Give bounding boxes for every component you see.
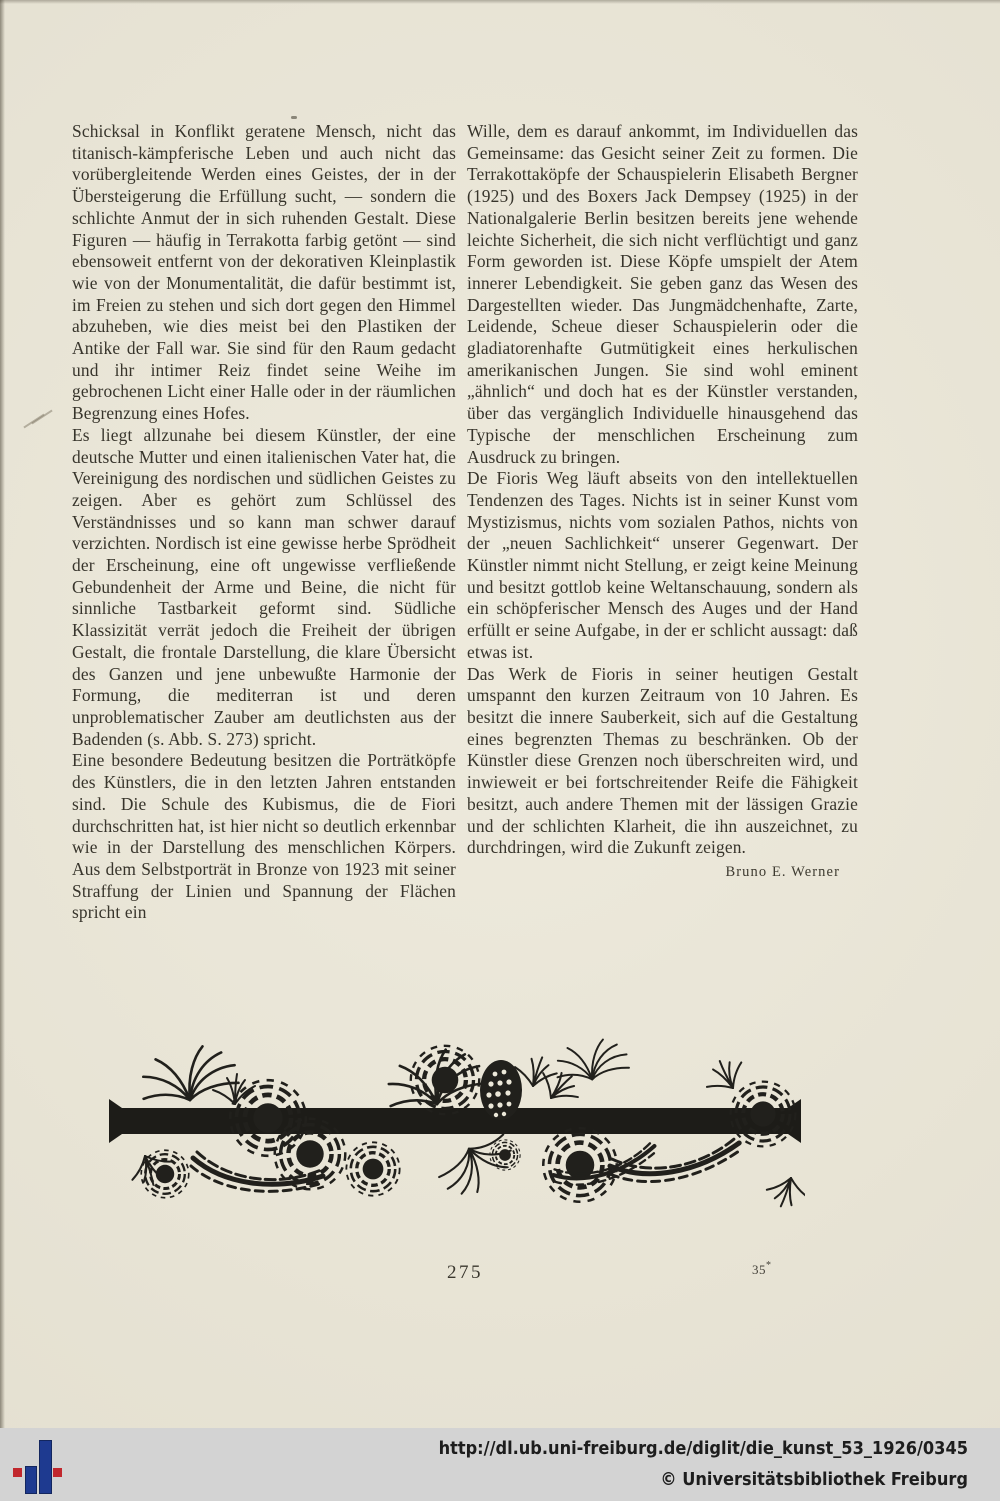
pencil-mark [20,404,54,434]
page-edge-shadow-left [0,0,5,1430]
universitaetsbibliothek-freiburg-logo [12,1440,64,1494]
page-number: 275 [447,1262,483,1283]
logo-blue-bar-tall [39,1440,52,1494]
text-block [72,121,858,924]
logo-red-square-left [13,1468,22,1477]
paragraph: Wille, dem es darauf ankommt, im Individuellen das Gemeinsame: das Gesicht seiner Zeit zu formen. Die Terrakottaköpfe der Schauspielerin Elisabeth Bergner (1925) und des Boxers Jack Dempsey (1925) in der Nationalgalerie Berlin besitzen bereits jene wehende leichte Sicherheit, die sich nicht verflüchtigt und ganz Form geworden ist. Diese Köpfe umspielt der Atem innerer Lebendigkeit. Sie geben ganz das Wesen des Dargestellten wieder. Das Jungmädchenhafte, Zarte, Leidende, Scheue dieser Schauspielerin oder die gladiatorenhafte Gutmütigkeit eines herkulischen amerikanischen Jungen. Sie sind wohl eminent „ähnlich“ und doch hat es der Künstler verstanden, über das vergänglich Individuelle hinausgehend das Typische der menschlichen Erscheinung zum Ausdruck zu bringen. [467,121,858,467]
floral-garland-ornament [105,1038,805,1213]
left-column [72,121,456,924]
right-column [467,121,858,924]
page-edge-shadow-top [0,0,1000,4]
paragraph: Das Werk de Fioris in seiner heutigen Gestalt umspannt den kurzen Zeitraum von 10 Jahren. Es besitzt die innere Sauberkeit, sich auf die Gestaltung eines begrenzten Themas zu beschränken. Ob der Künstler diese Grenzen noch überschreiten wird, und inwieweit er bei fortschreitender Reife die Fähigkeit besitzt, auch andere Themen mit der lässigen Grazie und der schlichten Klarheit, die ihn auszeichnet, zu durchdringen, wird die Zukunft zeigen. [467,663,858,858]
logo-blue-bar-short [25,1466,37,1494]
scan-speck [291,116,297,119]
paragraph: Eine besondere Bedeutung besitzen die Porträtköpfe des Künstlers, die in den letzten Jahren entstanden sind. Die Schule des Kubismus, die de Fiori durchschritten hat, ist hier nicht so deutlich erkennbar wie in der Darstellung des menschlichen Körpers. Aus dem Selbstporträt in Bronze von 1923 mit seiner Straffung der Linien und Spannung der Flächen spricht ein [72,750,456,923]
copyright-notice: © Universitätsbibliothek Freiburg [660,1469,968,1490]
paragraph: De Fioris Weg läuft abseits von den intellektuellen Tendenzen des Tages. Nichts ist in seiner Kunst vom Mystizismus, nichts vom sozialen Pathos, nichts von der „neuen Sachlichkeit“ unserer Gegenwart. Der Künstler nimmt nicht Stellung, er zeigt keine Meinung und besitzt gottlob keine Weltanschauung, sondern als ein schöpferischer Mensch des Auges und der Hand erfüllt er seine Aufgabe, in der er schlicht aussagt: daß etwas ist. [467,468,858,662]
sheet-signature-mark: 35* [752,1260,772,1277]
paragraph: Schicksal in Konflikt geratene Mensch, nicht das titanisch-kämpferische Leben und auch nicht das vorübergleitende Werden eines Geistes, der in der Übersteigerung die Erfüllung sucht, — sondern die schlichte Anmut der in sich ruhenden Gestalt. Diese Figuren — häufig in Terrakotta farbig getönt — sind ebensoweit entfernt von der dekorativen Kleinplastik wie von der Monumentalität, die dafür bestimmt ist, im Freien zu stehen und sich dort gegen den Himmel abzuheben, wie dies meist bei den Plastiken der Antike der Fall war. Sie sind für den Raum gedacht und ihr intimer Reiz findet seine Weihe im gebrochenen Licht einer Halle oder in der räumlichen Begrenzung eines Hofes. [72,121,456,424]
viewer-footer-bar [0,1428,1000,1501]
author-signature: Bruno E. Werner [725,863,840,880]
source-url: http://dl.ub.uni-freiburg.de/diglit/die_kunst_53_1926/0345 [438,1438,968,1459]
logo-red-square-right [53,1468,62,1477]
paragraph: Es liegt allzunahe bei diesem Künstler, der eine deutsche Mutter und einen italienischen Vater hat, die Vereinigung des nordischen und südlichen Geistes zu zeigen. Aber es gehört zum Schlüssel des Verständnisses und so kann man schwer darauf verzichten. Nordisch ist eine gewisse herbe Sprödheit der Erscheinung, eine oft ungewisse verfließende Gebundenheit der Arme und Beine, die nicht für sinnliche Tastbarkeit geformt sind. Südliche Klassizität verrät jedoch die Freiheit der übrigen Gestalt, die frontale Darstellung, die klare Übersicht des Ganzen und jene unbewußte Harmonie der Formung, die mediterran ist und deren unproblematischer Zauber am deutlichsten aus der Badenden (s. Abb. S. 273) spricht. [72,424,456,749]
